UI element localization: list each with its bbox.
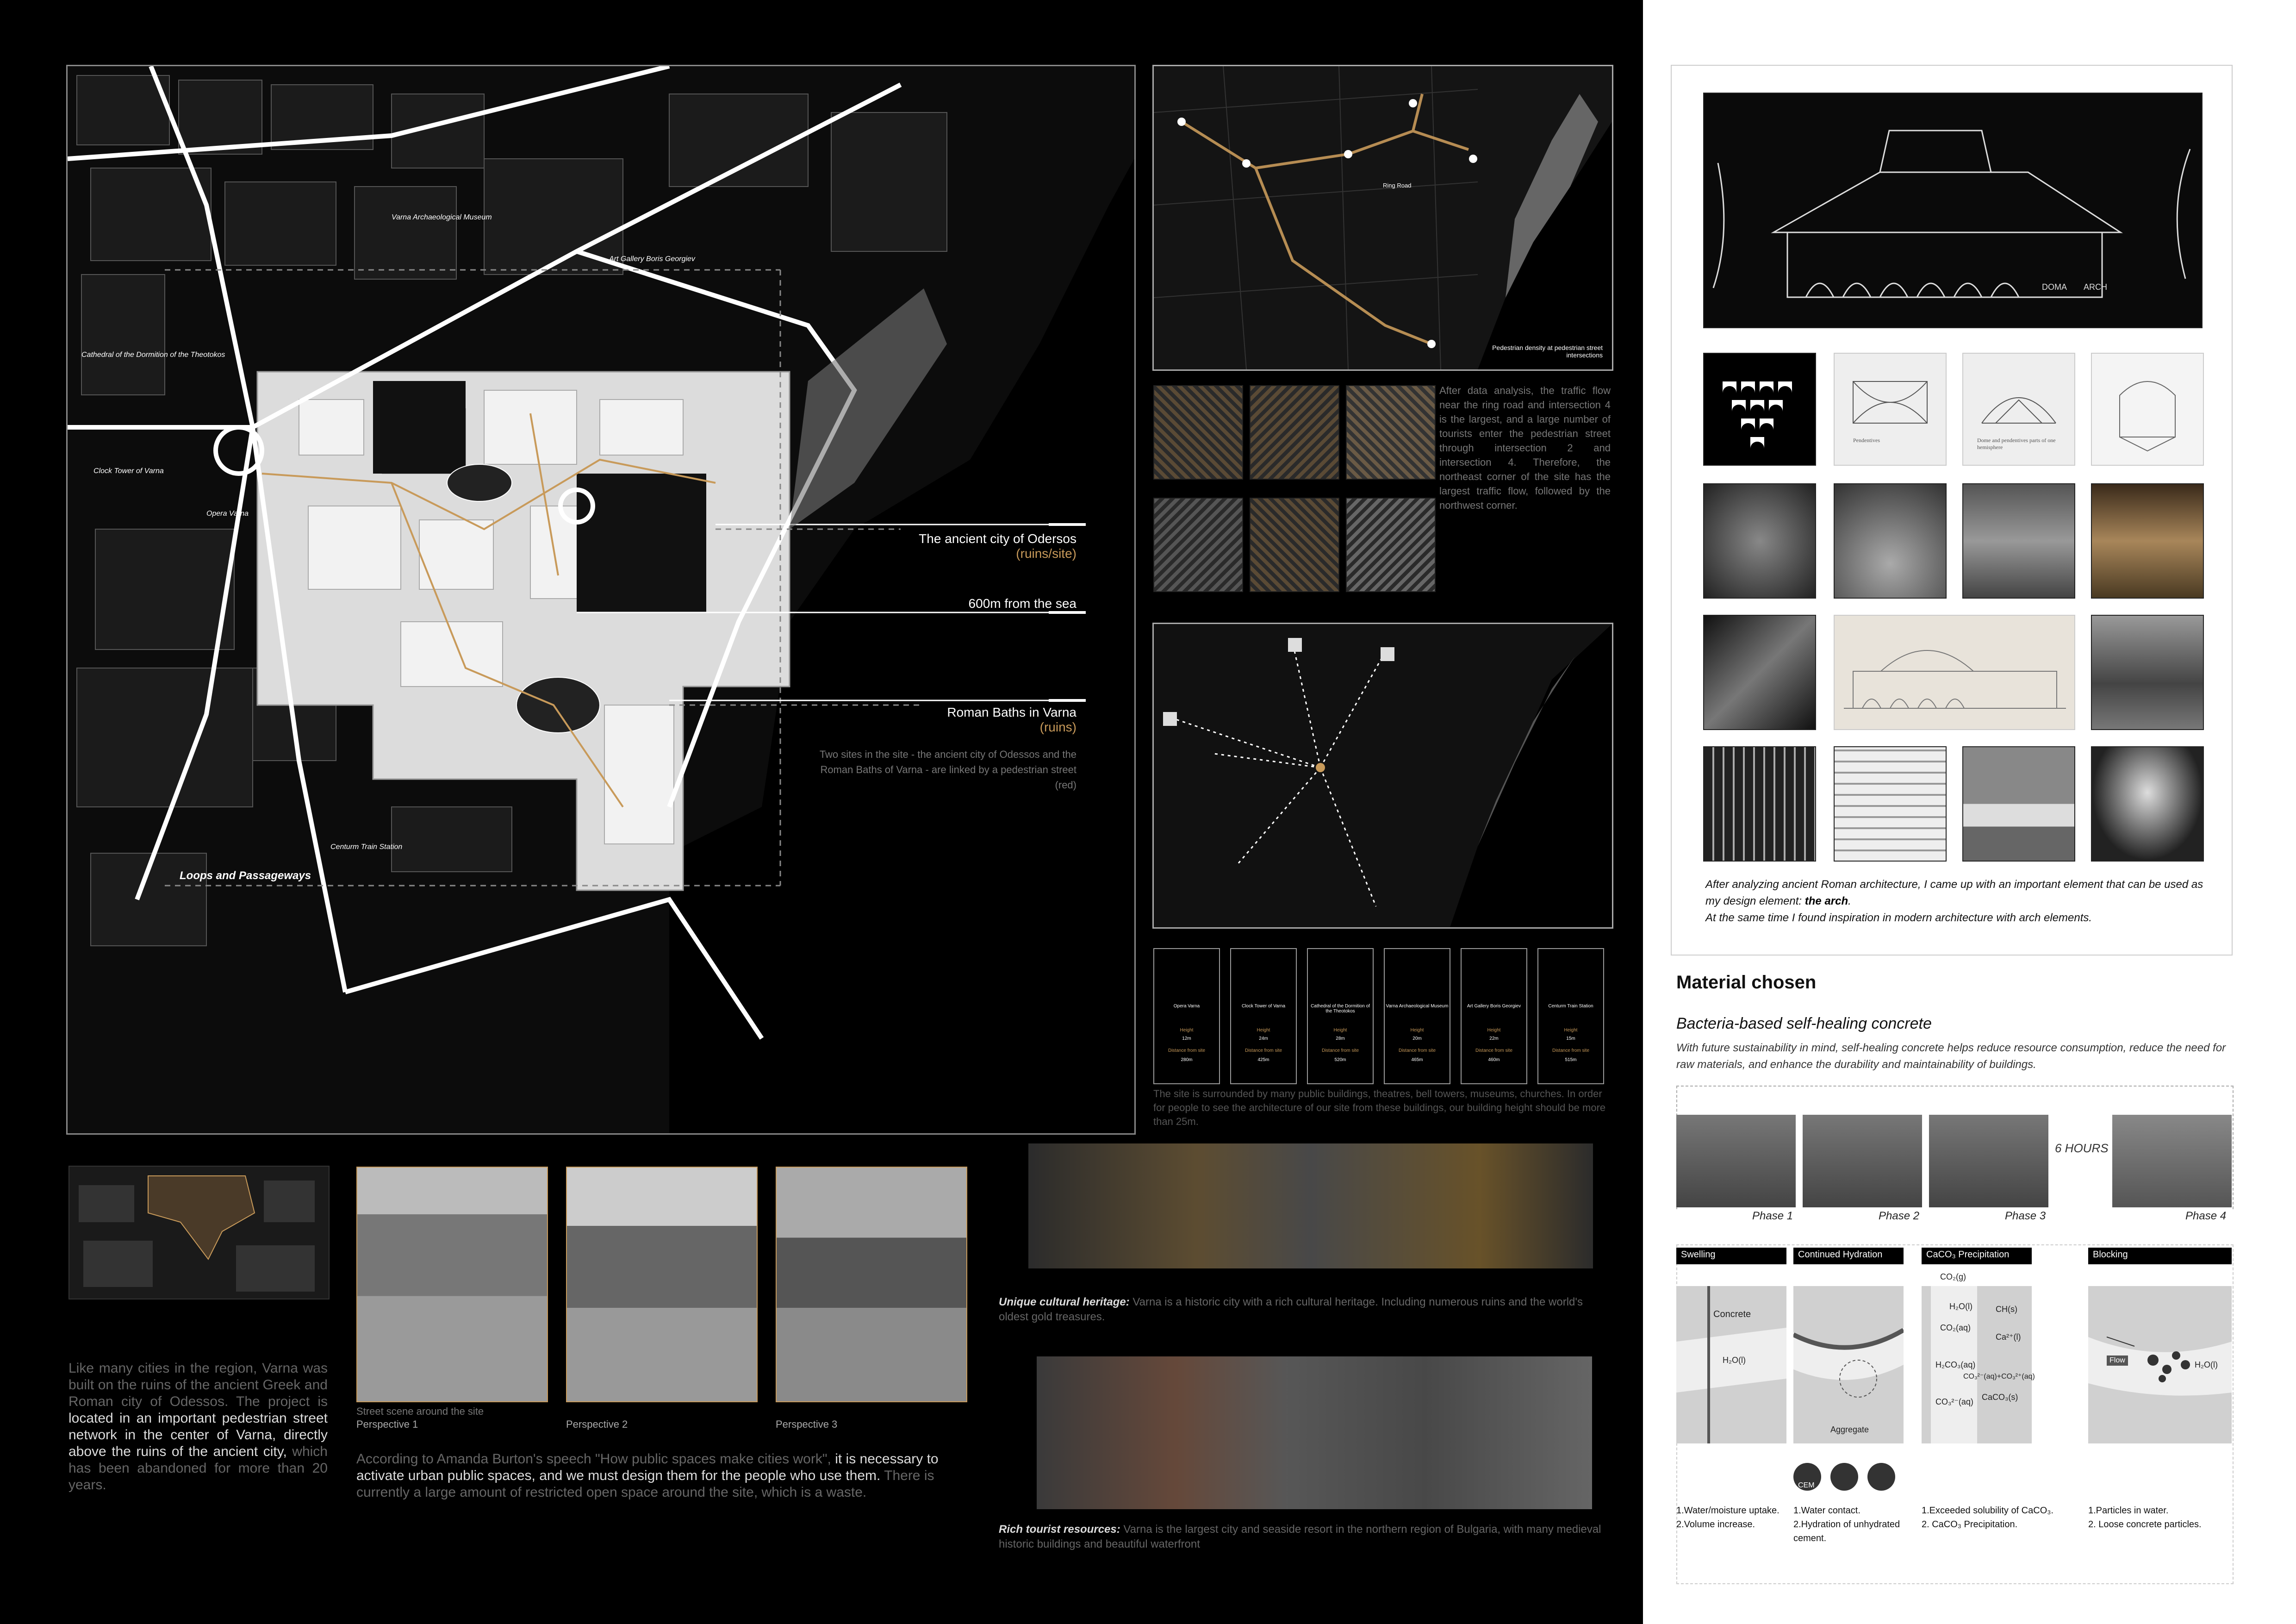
note-baths-sub: (ruins) bbox=[1039, 720, 1076, 734]
intro-text-gray-end: which has been abandoned for more than 20 years. bbox=[68, 1444, 328, 1493]
arch-model-photo bbox=[1703, 615, 1816, 730]
temple-color-photo bbox=[2091, 483, 2204, 599]
blocking-note-2: 2. Loose concrete particles. bbox=[2088, 1519, 2202, 1530]
perspective-3-caption: Perspective 3 bbox=[776, 1418, 838, 1430]
process-head-swelling: Swelling bbox=[1676, 1248, 1786, 1264]
precipitation-note-1: 1.Exceeded solubility of CaCO₃. bbox=[1922, 1505, 2053, 1516]
tourism-collage bbox=[1037, 1356, 1592, 1509]
arch-text-2: At the same time I found inspiration in modern architecture with arch elements. bbox=[1705, 912, 2092, 924]
speech-highlight: it is necessary to activate urban public spaces, and we must design them for the people who use them. bbox=[356, 1451, 939, 1483]
dome-tile bbox=[1962, 353, 2075, 466]
density-label: Pedestrian density at pedestrian street intersections bbox=[1492, 344, 1603, 359]
pendentive-tile bbox=[1834, 353, 1947, 466]
heritage-text bbox=[999, 1295, 1614, 1324]
building-card-3 bbox=[1307, 948, 1374, 1084]
intersection-tile-3 bbox=[1346, 385, 1436, 480]
blocking-notes bbox=[2088, 1504, 2232, 1531]
perspective-2-caption: Perspective 2 bbox=[566, 1418, 628, 1430]
building-distance-4: 465m bbox=[1411, 1057, 1423, 1062]
blocking-note-1: 1.Particles in water. bbox=[2088, 1505, 2169, 1516]
note-roman-baths bbox=[808, 705, 1076, 735]
phase-3-image bbox=[1929, 1115, 2048, 1207]
villa-sketch bbox=[1703, 93, 2203, 328]
building-distance-label-6: Distance from site bbox=[1552, 1048, 1590, 1053]
main-site-map bbox=[66, 65, 1136, 1135]
building-height-label-1: Height bbox=[1180, 1028, 1194, 1033]
building-distance-label-5: Distance from site bbox=[1475, 1048, 1513, 1053]
label-opera: Opera Varna bbox=[206, 510, 249, 518]
building-height-6: 15m bbox=[1566, 1036, 1575, 1041]
label-clock-tower: Clock Tower of Varna bbox=[93, 467, 164, 475]
label-loops: Loops and Passageways bbox=[180, 869, 311, 882]
arch-pattern-drawing bbox=[1704, 354, 1815, 465]
process-head-blocking: Blocking bbox=[2088, 1248, 2232, 1264]
reaction-label: CO₃²⁻(aq)+CO₃²⁺(aq) bbox=[1963, 1373, 2035, 1380]
arch-interior-photo bbox=[1834, 483, 1947, 599]
building-card-6 bbox=[1537, 948, 1604, 1084]
hydration-note-1: 1.Water contact. bbox=[1793, 1505, 1860, 1516]
heritage-collage bbox=[1028, 1143, 1593, 1268]
heritage-body: Varna is a historic city with a rich cultural heritage. Including numerous ruins and the world's oldest gold treasures. bbox=[999, 1296, 1583, 1323]
building-distance-label-1: Distance from site bbox=[1168, 1048, 1206, 1053]
note-odersos-sub: (ruins/site) bbox=[1016, 546, 1076, 561]
precipitation-diagram bbox=[1922, 1272, 2035, 1443]
note-baths-title: Roman Baths in Varna bbox=[947, 705, 1076, 719]
phase-1-image bbox=[1676, 1115, 1796, 1207]
phase-2-image bbox=[1803, 1115, 1922, 1207]
note-odersos bbox=[808, 531, 1076, 561]
building-height-label-2: Height bbox=[1257, 1028, 1270, 1033]
arch-text-period: . bbox=[1848, 895, 1851, 907]
hydration-diagram bbox=[1793, 1286, 1904, 1443]
swelling-diagram bbox=[1676, 1286, 1786, 1443]
process-head-precipitation: CaCO₃ Precipitation bbox=[1922, 1248, 2032, 1264]
blocking-diagram bbox=[2088, 1286, 2232, 1443]
building-card-5 bbox=[1461, 948, 1527, 1084]
perspective-photo-3 bbox=[776, 1167, 967, 1402]
building-distance-2: 425m bbox=[1257, 1057, 1269, 1062]
label-station: Centurm Train Station bbox=[330, 843, 403, 851]
material-subtitle: Bacteria-based self-healing concrete bbox=[1676, 1015, 1932, 1032]
hydration-notes bbox=[1793, 1504, 1904, 1545]
arcade-building-photo bbox=[1962, 746, 2075, 862]
density-map-drawing bbox=[1154, 66, 1612, 369]
site-location-map bbox=[68, 1166, 330, 1299]
phase-4-label: Phase 4 bbox=[2185, 1210, 2227, 1222]
pantheon-photo bbox=[1703, 483, 1816, 599]
note-odersos-title: The ancient city of Odersos bbox=[919, 531, 1076, 546]
building-distance-3: 520m bbox=[1334, 1057, 1346, 1062]
sketch-label-doma: DOMA bbox=[2042, 282, 2067, 292]
building-height-label-3: Height bbox=[1333, 1028, 1347, 1033]
buildings-note: The site is surrounded by many public buildings, theatres, bell towers, museums, churches. In order for people to see the architecture of our site from these buildings, our building height should be more than 25m. bbox=[1153, 1088, 1606, 1127]
arch-corridor-photo bbox=[2091, 746, 2204, 862]
modern-arch-building-photo bbox=[1834, 746, 1947, 862]
sketch-label-arch: ARCH bbox=[2084, 282, 2108, 292]
intro-text-gray: Like many cities in the region, Varna was built on the ruins of the ancient Greek and Roman city of Odessos. The project is bbox=[68, 1361, 328, 1409]
phase-3-label: Phase 3 bbox=[2005, 1210, 2046, 1222]
intersection-tile-1 bbox=[1153, 385, 1243, 480]
carbonic-acid-label: H₂CO₃(aq) bbox=[1935, 1360, 1976, 1369]
material-description: With future sustainability in mind, self-healing concrete helps reduce resource consumption, reduce the need for raw materials, and enhance the durability and maintainability of buildings. bbox=[1676, 1042, 2226, 1071]
street-scene-caption: Street scene around the site bbox=[356, 1405, 484, 1417]
intro-paragraph bbox=[68, 1360, 328, 1493]
building-card-4 bbox=[1384, 948, 1450, 1084]
hydration-drawing bbox=[1793, 1286, 1904, 1443]
elevation-drawing-svg bbox=[1835, 616, 2074, 729]
density-map bbox=[1152, 65, 1613, 371]
views-map-drawing bbox=[1154, 624, 1612, 927]
intersection-tile-4 bbox=[1153, 498, 1243, 592]
tourism-body: Varna is the largest city and seaside resort in the northern region of Bulgaria, with many medieval historic buildings and beautiful waterfront bbox=[999, 1523, 1601, 1550]
ring-road-label: Ring Road bbox=[1383, 182, 1412, 189]
building-height-1: 12m bbox=[1182, 1036, 1191, 1041]
label-museum: Varna Archaeological Museum bbox=[392, 213, 492, 221]
tourism-text bbox=[999, 1522, 1614, 1552]
arch-text-1: After analyzing ancient Roman architecture, I came up with an important element that can be used as my design element: bbox=[1705, 878, 2203, 907]
precipitation-notes bbox=[1922, 1504, 2084, 1531]
swelling-note-2: 2.Volume increase. bbox=[1676, 1519, 1755, 1530]
building-name-2: Clock Tower of Varna bbox=[1241, 1004, 1286, 1009]
building-distance-label-3: Distance from site bbox=[1321, 1048, 1359, 1053]
building-name-6: Centurm Train Station bbox=[1548, 1004, 1593, 1009]
hours-label: 6 HOURS bbox=[2055, 1141, 2109, 1155]
building-name-4: Varna Archaeological Museum bbox=[1386, 1004, 1449, 1009]
co2-aq-label: CO₂(aq) bbox=[1940, 1323, 1971, 1332]
building-height-label-5: Height bbox=[1487, 1028, 1501, 1033]
building-distance-label-2: Distance from site bbox=[1244, 1048, 1282, 1053]
phase-4-image bbox=[2112, 1115, 2232, 1207]
building-height-2: 24m bbox=[1259, 1036, 1268, 1041]
material-title: Material chosen bbox=[1676, 972, 1817, 993]
building-distance-5: 460m bbox=[1488, 1057, 1500, 1062]
building-distance-1: 280m bbox=[1181, 1057, 1193, 1062]
dome-interior-photo bbox=[2091, 615, 2204, 730]
building-height-label-4: Height bbox=[1410, 1028, 1424, 1033]
flow-label: Flow bbox=[2107, 1355, 2128, 1366]
speech-paragraph bbox=[356, 1451, 967, 1501]
arch-icon-tile bbox=[1703, 353, 1816, 466]
note-sea-title: 600m from the sea bbox=[968, 596, 1076, 611]
intro-text-highlight: located in an important pedestrian street network in the center of Varna, directly above the ruins of the ancient city, bbox=[68, 1411, 328, 1459]
process-head-hydration: Continued Hydration bbox=[1793, 1248, 1904, 1264]
cem-particles bbox=[1793, 1456, 1904, 1498]
blocking-water-label: H₂O(l) bbox=[2195, 1360, 2218, 1369]
intersection-tile-6 bbox=[1346, 498, 1436, 592]
views-map bbox=[1152, 623, 1613, 929]
building-height-4: 20m bbox=[1412, 1036, 1422, 1041]
elevation-drawing bbox=[1834, 615, 2075, 730]
tourism-title: Rich tourist resources: bbox=[999, 1523, 1120, 1536]
precipitation-note-2: 2. CaCO₃ Precipitation. bbox=[1922, 1519, 2018, 1530]
water-label: H₂O(l) bbox=[1949, 1302, 1972, 1311]
perspective-photo-2 bbox=[566, 1167, 758, 1402]
site-location-drawing bbox=[69, 1167, 329, 1299]
cem-particles-drawing bbox=[1793, 1456, 1904, 1498]
building-name-5: Art Gallery Boris Georgiev bbox=[1467, 1004, 1521, 1009]
swelling-notes bbox=[1676, 1504, 1787, 1531]
arch-conclusion bbox=[1705, 876, 2210, 926]
intersection-tile-2 bbox=[1250, 385, 1339, 480]
speech-gray-end: There is currently a large amount of restricted open space around the site, which is a waste. bbox=[356, 1468, 934, 1500]
co2-gas-label: CO₂(g) bbox=[1940, 1272, 1966, 1281]
building-distance-6: 515m bbox=[1565, 1057, 1577, 1062]
villa-sketch-drawing bbox=[1704, 94, 2202, 327]
carbonate-label: CO₃²⁻(aq) bbox=[1935, 1397, 1973, 1406]
caco3-label: CaCO₃(s) bbox=[1982, 1393, 2018, 1402]
ch-label: CH(s) bbox=[1996, 1305, 2017, 1314]
calcium-label: Ca²⁺(l) bbox=[1996, 1332, 2021, 1342]
axonometric-drawing bbox=[2092, 354, 2203, 465]
building-name-1: Opera Varna bbox=[1173, 1004, 1200, 1009]
perspective-photo-1 bbox=[356, 1167, 548, 1402]
note-sea-distance bbox=[808, 596, 1076, 611]
building-height-5: 22m bbox=[1489, 1036, 1499, 1041]
label-gallery: Art Gallery Boris Georgiev bbox=[609, 255, 695, 263]
building-distance-label-4: Distance from site bbox=[1398, 1048, 1436, 1053]
pendentive-caption: Pendentives bbox=[1853, 437, 1880, 443]
swelling-water-label: H₂O(l) bbox=[1723, 1355, 1746, 1365]
swelling-concrete-label: Concrete bbox=[1713, 1309, 1751, 1319]
building-height-3: 28m bbox=[1336, 1036, 1345, 1041]
aggregate-label: Aggregate bbox=[1830, 1425, 1869, 1434]
basilica-photo bbox=[1962, 483, 2075, 599]
colosseo-quadrato-photo bbox=[1703, 746, 1816, 862]
axonometric-tile bbox=[2091, 353, 2204, 466]
building-card-2 bbox=[1230, 948, 1297, 1084]
cem-label: CEM bbox=[1798, 1481, 1815, 1489]
dome-caption: Dome and pendentives parts of one hemisphere bbox=[1977, 437, 2056, 450]
perspective-1-caption: Perspective 1 bbox=[356, 1418, 418, 1430]
building-card-1 bbox=[1153, 948, 1220, 1084]
intersection-tile-5 bbox=[1250, 498, 1339, 592]
hydration-note-2: 2.Hydration of unhydrated cement. bbox=[1793, 1519, 1900, 1543]
link-text: Two sites in the site - the ancient city of Odessos and the Roman Baths of Varna - are linked by a pedestrian street (red) bbox=[819, 749, 1076, 791]
phase-2-label: Phase 2 bbox=[1879, 1210, 1920, 1222]
density-analysis: After data analysis, the traffic flow near the ring road and intersection 4 is the largest, and a large number of tourists enter the pedestrian street through intersection 2 and intersection 4. Therefore, the northeast corner of the site has the largest traffic flow, followed by the northwest corner. bbox=[1439, 385, 1611, 511]
arch-text-bold: the arch bbox=[1804, 895, 1848, 907]
pendentive-drawing bbox=[1835, 354, 1946, 465]
swelling-note-1: 1.Water/moisture uptake. bbox=[1676, 1505, 1780, 1516]
building-height-label-6: Height bbox=[1564, 1028, 1578, 1033]
phase-1-label: Phase 1 bbox=[1752, 1210, 1793, 1222]
speech-gray: According to Amanda Burton's speech "How public spaces make cities work", bbox=[356, 1451, 835, 1467]
heritage-title: Unique cultural heritage: bbox=[999, 1296, 1130, 1308]
building-name-3: Cathedral of the Dormition of the Theotokos bbox=[1311, 1004, 1370, 1014]
label-cathedral: Cathedral of the Dormition of the Theotokos bbox=[81, 351, 225, 359]
